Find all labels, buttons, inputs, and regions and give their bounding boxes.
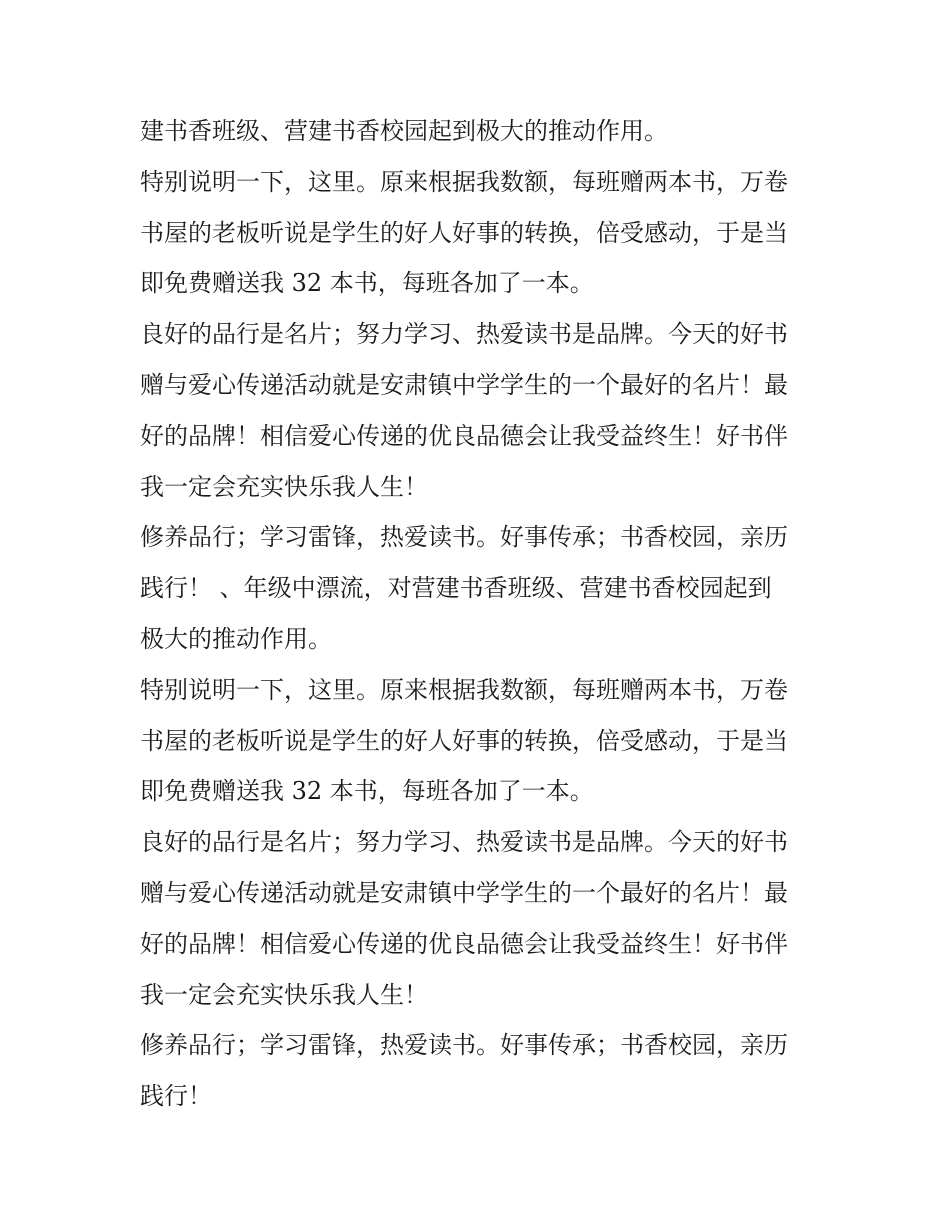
text-line: 我一定会充实快乐我人生！: [140, 472, 428, 501]
text-line: 践行！ 、年级中漂流，对营建书香班级、营建书香校园起到: [140, 574, 772, 603]
text-line: 特别说明一下，这里。原来根据我数额，每班赠两本书，万卷: [140, 167, 788, 196]
text-line: 好的品牌！相信爱心传递的优良品德会让我受益终生！好书伴: [140, 929, 788, 958]
text-line: 赠与爱心传递活动就是安肃镇中学学生的一个最好的名片！最: [140, 370, 788, 399]
document-body: [140, 106, 820, 1122]
text-line: 建书香班级、营建书香校园起到极大的推动作用。: [140, 117, 668, 145]
text-line: 践行！: [140, 1082, 212, 1111]
text-line: 书屋的老板听说是学生的好人好事的转换，倍受感动，于是当: [140, 218, 788, 247]
text-line: 极大的推动作用。: [140, 624, 332, 653]
text-line: 良好的品行是名片；努力学习、热爱读书是品牌。今天的好书: [140, 320, 788, 349]
text-line: 特别说明一下，这里。原来根据我数额，每班赠两本书，万卷: [140, 675, 788, 704]
text-line: 良好的品行是名片；努力学习、热爱读书是品牌。今天的好书: [140, 828, 788, 857]
text-line: 即免费赠送我 32 本书，每班各加了一本。: [140, 269, 594, 298]
text-line: 赠与爱心传递活动就是安肃镇中学学生的一个最好的名片！最: [140, 878, 788, 907]
text-line: 好的品牌！相信爱心传递的优良品德会让我受益终生！好书伴: [140, 421, 788, 450]
text-line: 修养品行；学习雷锋，热爱读书。好事传承；书香校园，亲历: [140, 523, 788, 552]
text-line: 我一定会充实快乐我人生！: [140, 980, 428, 1009]
text-line: 即免费赠送我 32 本书，每班各加了一本。: [140, 777, 594, 806]
text-line: 书屋的老板听说是学生的好人好事的转换，倍受感动，于是当: [140, 726, 788, 755]
text-line: 修养品行；学习雷锋，热爱读书。好事传承；书香校园，亲历: [140, 1031, 788, 1060]
